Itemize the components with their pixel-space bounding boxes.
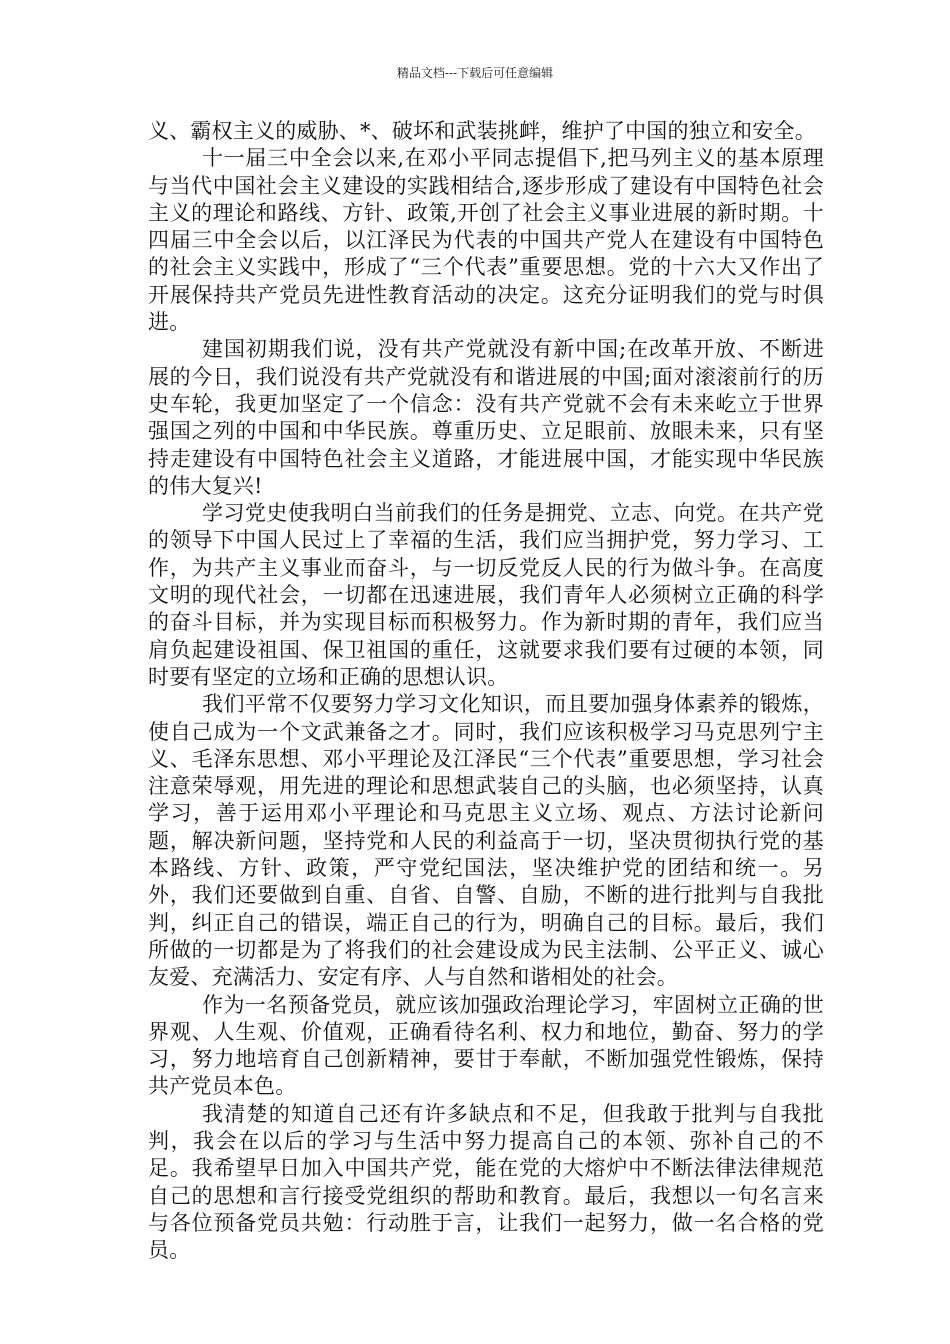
paragraph: 建国初期我们说，没有共产党就没有新中国;在改革开放、不断进展的今日，我们说没有共产党就没有和谐进展的中国;面对滚滚前行的历史车轮，我更加坚定了一个信念：没有共产党就不会有未来屹立于世界强国之列的中国和中华民族。尊重历史、立足眼前、放眼未来，只有坚持走建设有中国特色社会主义道路，才能进展中国，才能实现中华民族的伟大复兴! (148, 337, 824, 498)
paragraph: 我清楚的知道自己还有许多缺点和不足，但我敢于批判与自我批判，我会在以后的学习与生活中努力提高自己的本领、弥补自己的不足。我希望早日加入中国共产党，能在党的大熔炉中不断法律法律规范自己的思想和言行接受党组织的帮助和教育。最后，我想以一句名言来与各位预备党员共勉：行动胜于言，让我们一起努力，做一名合格的党员。 (148, 1101, 824, 1263)
page-header: 精品文档---下载后可任意编辑 (396, 66, 554, 80)
document-body (148, 118, 824, 1264)
paragraph: 十一届三中全会以来,在邓小平同志提倡下,把马列主义的基本原理与当代中国社会主义建设的实践相结合,逐步形成了建设有中国特色社会主义的理论和路线、方针、政策,开创了社会主义事业进展的新时期。十四届三中全会以后，以江泽民为代表的中国共产党人在建设有中国特色的社会主义实践中，形成了“三个代表”重要思想。党的十六大又作出了开展保持共产党员先进性教育活动的决定。这充分证明我们的党与时俱进。 (148, 146, 824, 335)
paragraph-continuation: 义、霸权主义的威胁、*、破坏和武装挑衅，维护了中国的独立和安全。 (148, 119, 816, 143)
paragraph: 作为一名预备党员，就应该加强政治理论学习，牢固树立正确的世界观、人生观、价值观，正确看待名利、权力和地位，勤奋、努力的学习，努力地培育自己创新精神，要甘于奉献，不断加强党性锻炼，保持共产党员本色。 (148, 992, 824, 1099)
paragraph: 学习党史使我明白当前我们的任务是拥党、立志、向党。在共产党的领导下中国人民过上了幸福的生活，我们应当拥护党，努力学习、工作，为共产主义事业而奋斗，与一切反党反人民的行为做斗争。在高度文明的现代社会，一切都在迅速进展，我们青年人必须树立正确的科学的奋斗目标，并为实现目标而积极努力。作为新时期的青年，我们应当肩负起建设祖国、保卫祖国的重任，这就要求我们要有过硬的本领，同时要有坚定的立场和正确的思想认识。 (148, 501, 824, 689)
paragraph: 我们平常不仅要努力学习文化知识，而且要加强身体素养的锻炼，使自己成为一个文武兼备之才。同时，我们应该积极学习马克思列宁主义、毛泽东思想、邓小平理论及江泽民“三个代表”重要思想，学习社会注意荣辱观，用先进的理论和思想武装自己的头脑，也必须坚持，认真学习，善于运用邓小平理论和马克思主义立场、观点、方法讨论新问题，解决新问题，坚持党和人民的利益高于一切，坚决贯彻执行党的基本路线、方针、政策，严守党纪国法，坚决维护党的团结和统一。另外，我们还要做到自重、自省、自警、自励，不断的进行批判与自我批判，纠正自己的错误，端正自己的行为，明确自己的目标。最后，我们所做的一切都是为了将我们的社会建设成为民主法制、公平正义、诚心友爱、充满活力、安定有序、人与自然和谐相处的社会。 (148, 692, 824, 990)
